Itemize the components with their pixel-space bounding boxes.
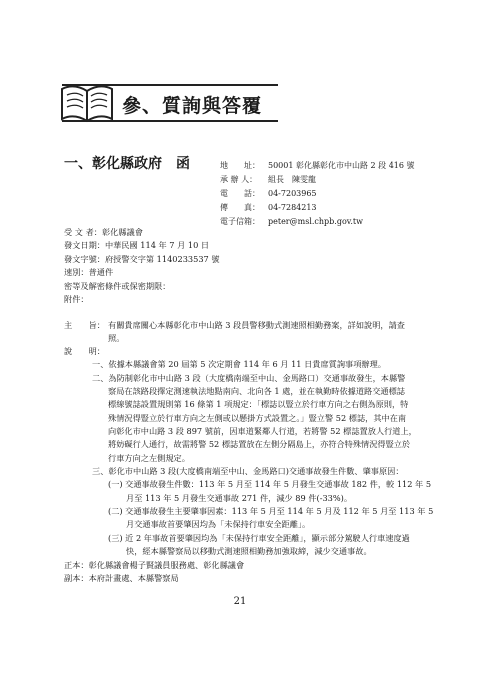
contact-label: 地 址： [220, 161, 260, 170]
explain-line: 察局在該路段擇定測速執法地點南向、北向各 1 處，並在執勤時依據道路交通標誌 [108, 386, 405, 396]
contact-label: 電 話： [220, 189, 260, 198]
letter-from: 一、彰化縣政府 函 [64, 156, 190, 172]
explain-line: 殊情況得豎立於行車方向之左側或以懸掛方式設置之。」豎立警 52 標誌，其中在南 [108, 413, 407, 423]
page-number: 21 [233, 596, 247, 607]
contact-label: 承 辦 人： [220, 175, 258, 184]
contact-value: 50001 彰化縣彰化市中山路 2 段 416 號 [268, 161, 415, 170]
explain-line: (二) 交通事故發生主要肇事因素：113 年 5 月至 114 年 5 月及 112 年 5 月至 113 年 5 [108, 506, 434, 516]
contact-row [220, 173, 316, 187]
explain-line: 行車方向之左側規定。 [108, 453, 190, 463]
contact-row [220, 201, 317, 215]
contact-row [220, 215, 363, 229]
explain-line: 向彰化市中山路 3 段 897 號前，因車道緊鄰人行道，若將警 52 標誌置放人行道上， [108, 426, 417, 436]
explain-line: (一) 交通事故發生件數：113 年 5 月至 114 年 5 月發生交通事故 182 件，較 112 年 5 [108, 479, 432, 489]
explain-line: 快，經本縣警察局以移動式測速照相勤務加強取締，減少交通事故。 [126, 546, 372, 556]
explain-line: (三) 近 2 年事故首要肇因均為「未保持行車安全距離」，顯示部分駕駛人行車速度過 [108, 533, 410, 543]
letter-meta [64, 226, 220, 306]
contact-label: 傳 真： [220, 203, 260, 212]
contact-value: 04-7284213 [268, 203, 317, 212]
section-title: 參、質詢與答覆 [122, 95, 263, 117]
open-book-icon [58, 79, 116, 125]
contact-value: 組長 陳雯龍 [268, 175, 316, 184]
contact-value: peter@msl.chpb.gov.tw [268, 217, 363, 226]
explain-label: 說 明： [64, 346, 105, 356]
explain-block [64, 345, 434, 545]
explain-line: 二、為防制彰化市中山路 3 段（大度橋南端至中山、金馬路口）交通事故發生，本縣警 [92, 373, 406, 383]
contact-row [220, 159, 415, 173]
explain-line: 一、依據本縣議會第 20 屆第 5 次定期會 114 年 6 月 11 日貴席質詢事項辦理。 [92, 359, 386, 369]
meta-line: 受 文 者：彰化縣議會 [64, 227, 143, 237]
contact-value: 04-7203965 [268, 189, 317, 198]
subject-line: 有關貴席關心本縣彰化市中山路 3 段員警移動式測速照相勤務案，詳如說明，請查 [108, 320, 405, 330]
explain-line: 月至 113 年 5 月發生交通事故 271 件，減少 89 件(-33%)。 [126, 493, 353, 503]
meta-line: 附件： [64, 294, 89, 305]
contact-row [220, 187, 317, 201]
explain-line: 將妨礙行人通行，故需將警 52 標誌置放在左側分隔島上，亦符合特殊情況得豎立於 [108, 439, 411, 449]
section-banner [62, 84, 278, 122]
subject-line: 照。 [108, 333, 125, 343]
meta-line: 發文日期：中華民國 114 年 7 月 10 日 [64, 240, 210, 251]
subject-label: 主 旨： [64, 320, 105, 330]
meta-line: 密等及解密條件或保密期限： [64, 280, 171, 291]
meta-line: 發文字號：府授警交字第 1140233537 號 [64, 253, 220, 264]
explain-line: 月交通事故首要肇因均為「未保持行車安全距離」。 [126, 519, 311, 529]
contact-label: 電子信箱： [220, 217, 260, 226]
meta-line: 速別：普通件 [64, 267, 114, 278]
explain-line: 三、彰化市中山路 3 段(大度橋南端至中山、金馬路口)交通事故發生件數、肇事原因： [92, 466, 404, 476]
cc-line: 正本：彰化縣議會楊子賢議員服務處、彰化縣議會 [64, 560, 245, 570]
cc-line: 副本：本府計畫處、本縣警察局 [64, 573, 179, 583]
explain-line: 標線號誌設置規則第 16 條第 1 項規定：「標誌以豎立於行車方向之右側為原則，特 [108, 399, 409, 409]
